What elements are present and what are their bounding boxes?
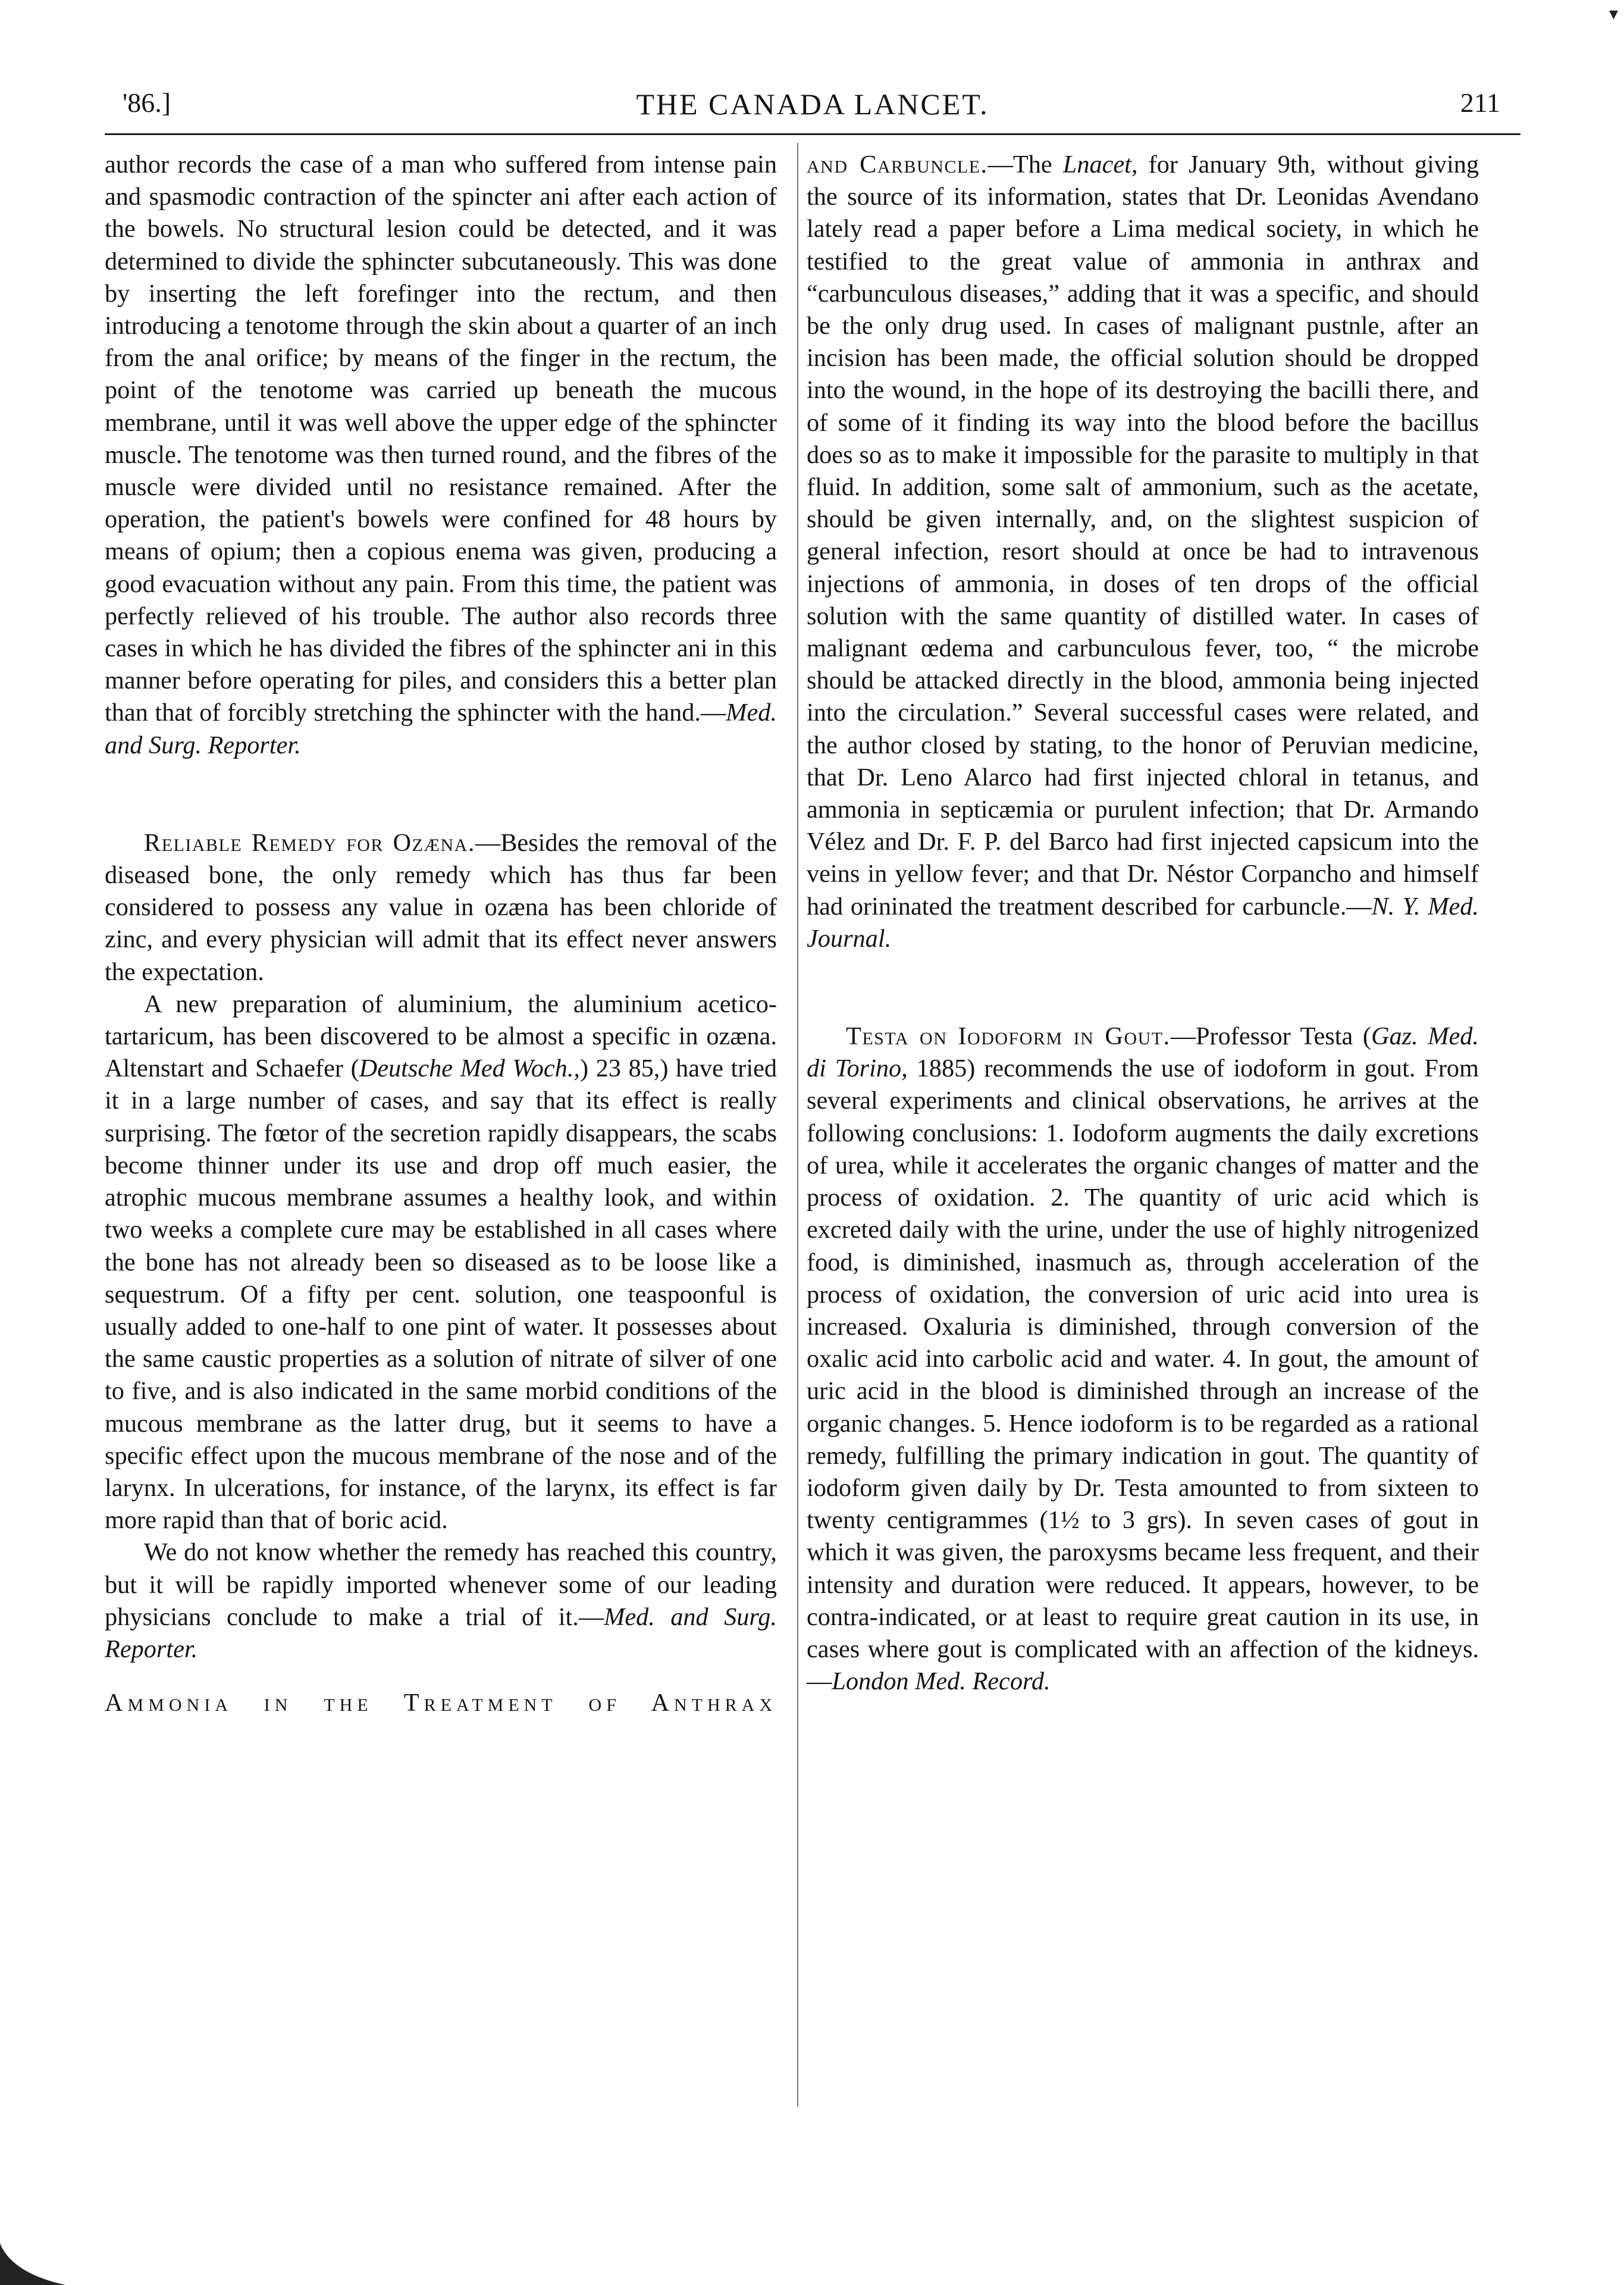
ammonia-heading: Ammonia in the Treatment of Anthrax: [105, 1689, 777, 1717]
paragraph: [105, 988, 777, 1536]
paragraph-text: —Professor Testa (: [1170, 1022, 1371, 1051]
citation: London Med. Record.: [832, 1667, 1051, 1696]
paragraph-text: We do not know whether the remedy has reached this country, but it will be rapidly imported whenever some of our leading physicians conclude to make a trial of it.—: [105, 1538, 777, 1631]
paragraph-text: 1885) recommends the use of iodoform in gout. From several experiments and clinical observations, he arrives at the following conclusions: 1. Iodoform augments the daily excretions of urea, while it accelerates the organic changes of matter and the process of oxidation. 2. The quantity of uric acid which is excreted daily with the urine, under the use of highly nitrogenized food, is diminished, inasmuch as, through acceleration of the process of oxidation, the conversion of uric acid into urea is increased. Oxaluria is diminished, through conversion of the oxalic acid into carbolic acid and water. 4. In gout, the amount of uric acid in the blood is diminished through an increase of the organic changes. 5. Hence iodoform is to be regarded as a rational remedy, fulfilling the primary indication in gout. The quantity of iodoform given daily by Dr. Testa amounted to from sixteen to twenty centigrammes (1½ to 3 grs). In seven cases of gout in which it was given, the paroxysms became less frequent, and their intensity and duration were reduced. It appears, however, to be contra-indicated, or at least to require great caution in its use, in cases where gout is complicated with an affection of the kidneys.—: [807, 1054, 1479, 1696]
citation: Med. and Surg. Reporter.: [105, 699, 777, 759]
citation: Deutsche Med Woch.,: [359, 1054, 580, 1083]
citation: Lnacet,: [1062, 151, 1138, 179]
paragraph-text: ) 23 85,) have tried it in a large number of cases, and say that its effect is really surprising. The fœtor of the secretion rapidly disappears, the scabs become thinner under its use and drop off much easier, the atrophic mucous membrane assumes a healthy look, and within two weeks a complete cure may be established in all cases where the bone has not already been so diseased as to be loose like a sequestrum. Of a fifty per cent. solution, one teaspoonful is usually added to one-half to one pint of water. It possesses about the same caustic properties as a solution of nitrate of silver of one to five, and is also indicated in the same morbid conditions of the mucous membrane as the latter drug, but it seems to have a specific effect upon the mucous membrane of the nose and of the larynx. In ulcerations, for instance, of the larynx, its effect is far more rapid than that of boric acid.: [105, 1054, 777, 1535]
citation: Med. and Surg. Reporter.: [105, 1602, 777, 1663]
article-continuation: [105, 149, 777, 762]
left-column: [105, 149, 777, 1719]
page-number: 211: [1460, 87, 1500, 118]
right-column: [807, 149, 1479, 1698]
testa-article: [807, 1021, 1479, 1698]
article-heading-continued: and Carbuncle.: [807, 151, 988, 179]
citation: Gaz. Med. di Torino,: [807, 1022, 1479, 1083]
citation: N. Y. Med. Journal.: [807, 892, 1479, 953]
paragraph-text: author records the case of a man who suffered from intense pain and spasmodic contraction of the spincter ani after each action of the bowels. No structural lesion could be detected, and it was determined to divide the sphincter subcutaneously. This was done by inserting the left forefinger into the rectum, and then introducing a tenotome through the skin about a quarter of an inch from the anal orifice; by means of the finger in the rectum, the point of the tenotome was carried up beneath the mucous membrane, until it was well above the upper edge of the sphincter muscle. The tenotome was then turned round, and the fibres of the muscle were divided until no resistance remained. After the operation, the patient's bowels were confined for 48 hours by means of opium; then a copious enema was given, producing a good evacuation without any pain. From this time, the patient was perfectly relieved of his trouble. The author also records three cases in which he has divided the fibres of the sphincter ani in this manner before operating for piles, and considers this a better plan than that of forcibly stretching the sphincter with the hand.—: [105, 151, 777, 727]
article-heading: Testa on Iodoform in Gout.: [846, 1022, 1171, 1051]
paragraph-text: —The: [987, 151, 1063, 179]
header-year: '86.]: [123, 87, 171, 118]
corner-mark: ▾: [1609, 4, 1618, 24]
binding-mark: [0, 2231, 71, 2285]
running-header: [105, 87, 1520, 134]
paragraph-text: for January 9th, without giving the source of its information, states that Dr. Leonidas Avendano lately read a paper before a Lima medical society, in which he testified to the great value of ammonia in anthrax and “carbunculous diseases,” adding that it was a specific, and should be the only drug used. In cases of malignant pustnle, after an incision has been made, the official solution should be dropped into the wound, in the hope of its destroying the bacilli there, and of some of it finding its way into the blood before the bacillus does so as to make it impossible for the parasite to multiply in that fluid. In addition, some salt of ammonium, such as the acetate, should be given internally, and, on the slightest suspicion of general infection, resort should at once be had to intravenous injections of ammonia, in doses of ten drops of the official solution with the same quantity of distilled water. In cases of malignant œdema and carbunculous fever, too, “ the microbe should be attacked directly in the blood, ammonia being injected into the circulation.” Several successful cases were related, and the author closed by stating, to the honor of Peruvian medicine, that Dr. Leno Alarco had first injected chloral in tetanus, and ammonia in septicæmia or purulent infection; that Dr. Armando Vélez and Dr. F. P. del Barco had first injected capsicum into the veins in yellow fever; and that Dr. Néstor Corpancho and himself had orininated the treatment described for carbuncle.—: [807, 151, 1479, 921]
article-heading: Reliable Remedy for Ozæna.: [144, 828, 475, 857]
ozaena-article: [105, 827, 777, 988]
header-rule: [105, 133, 1520, 135]
ammonia-article: [807, 149, 1479, 955]
paragraph-text: A new preparation of aluminium, the aluminium acetico-tartaricum, has been discovered to be almost a specific in ozæna. Altenstart and Schaefer (: [105, 990, 777, 1083]
column-divider: [797, 143, 798, 2106]
paragraph-text: —Besides the removal of the diseased bone, the only remedy which has thus far been considered to possess any value in ozæna has been chloride of zinc, and every physician will admit that its effect never answers the expectation.: [105, 828, 777, 986]
journal-title: THE CANADA LANCET.: [636, 87, 989, 121]
paragraph: [105, 1536, 777, 1666]
